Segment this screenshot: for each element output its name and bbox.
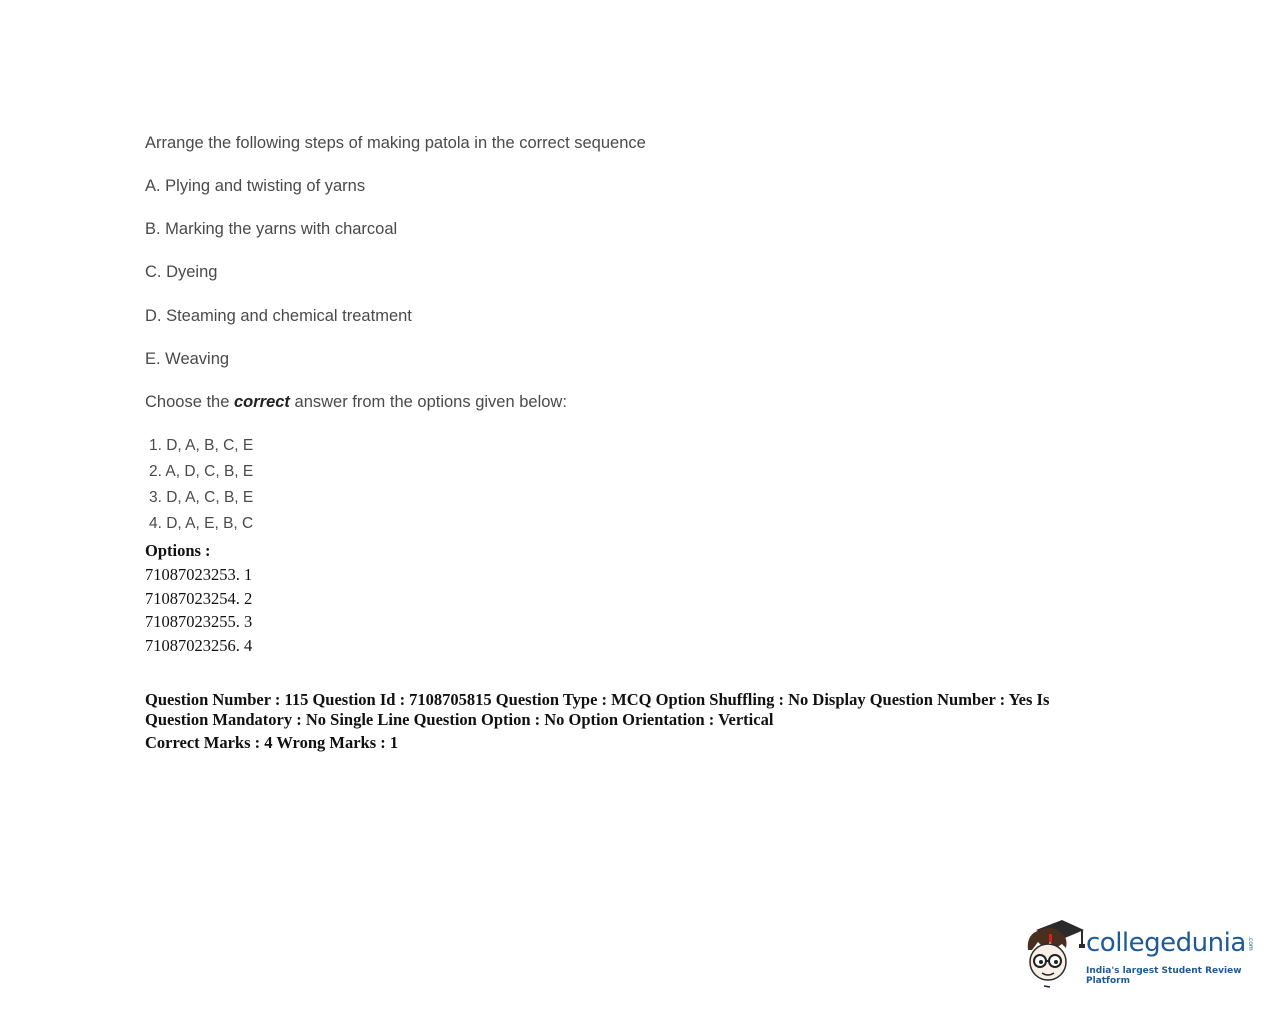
sequence-item-b: B. Marking the yarns with charcoal (145, 220, 398, 238)
numbered-option-4: 4. D, A, E, B, C (149, 515, 254, 532)
options-heading: Options : (145, 541, 211, 560)
numbered-option-1: 1. D, A, B, C, E (149, 437, 254, 454)
collegedunia-logo (1022, 914, 1262, 994)
marks-info: Correct Marks : 4 Wrong Marks : 1 (145, 733, 399, 752)
option-id-3: 71087023255. 3 (145, 612, 253, 631)
choose-prefix: Choose the (145, 393, 234, 411)
choose-instruction (145, 393, 567, 412)
option-id-4: 71087023256. 4 (145, 636, 253, 655)
sequence-item-a: A. Plying and twisting of yarns (145, 177, 366, 195)
option-id-1: 71087023253. 1 (145, 565, 253, 584)
numbered-option-3: 3. D, A, C, B, E (149, 489, 254, 506)
sequence-item-e: E. Weaving (145, 350, 230, 368)
choose-emphasis: correct (233, 393, 290, 411)
sequence-item-d: D. Steaming and chemical treatment (145, 307, 412, 325)
logo-com: .com (1247, 936, 1254, 951)
choose-suffix: answer from the options given below: (289, 393, 567, 411)
question-metadata: Question Number : 115 Question Id : 7108705815 Question Type : MCQ Option Shuffling : No Display Question Number : Yes Is Question Mandatory : No Single Line Question Option : No Option Orientation : Vertical (145, 690, 1050, 729)
logo-tagline: India's largest Student Review Platform (1086, 966, 1242, 986)
sequence-item-c: C. Dyeing (145, 263, 218, 281)
logo-wordmark: collegedunia (1086, 928, 1246, 958)
mascot-icon (1022, 914, 1088, 990)
numbered-option-2: 2. A, D, C, B, E (149, 463, 254, 480)
option-id-2: 71087023254. 2 (145, 589, 253, 608)
question-prompt: Arrange the following steps of making patola in the correct sequence (145, 134, 646, 152)
